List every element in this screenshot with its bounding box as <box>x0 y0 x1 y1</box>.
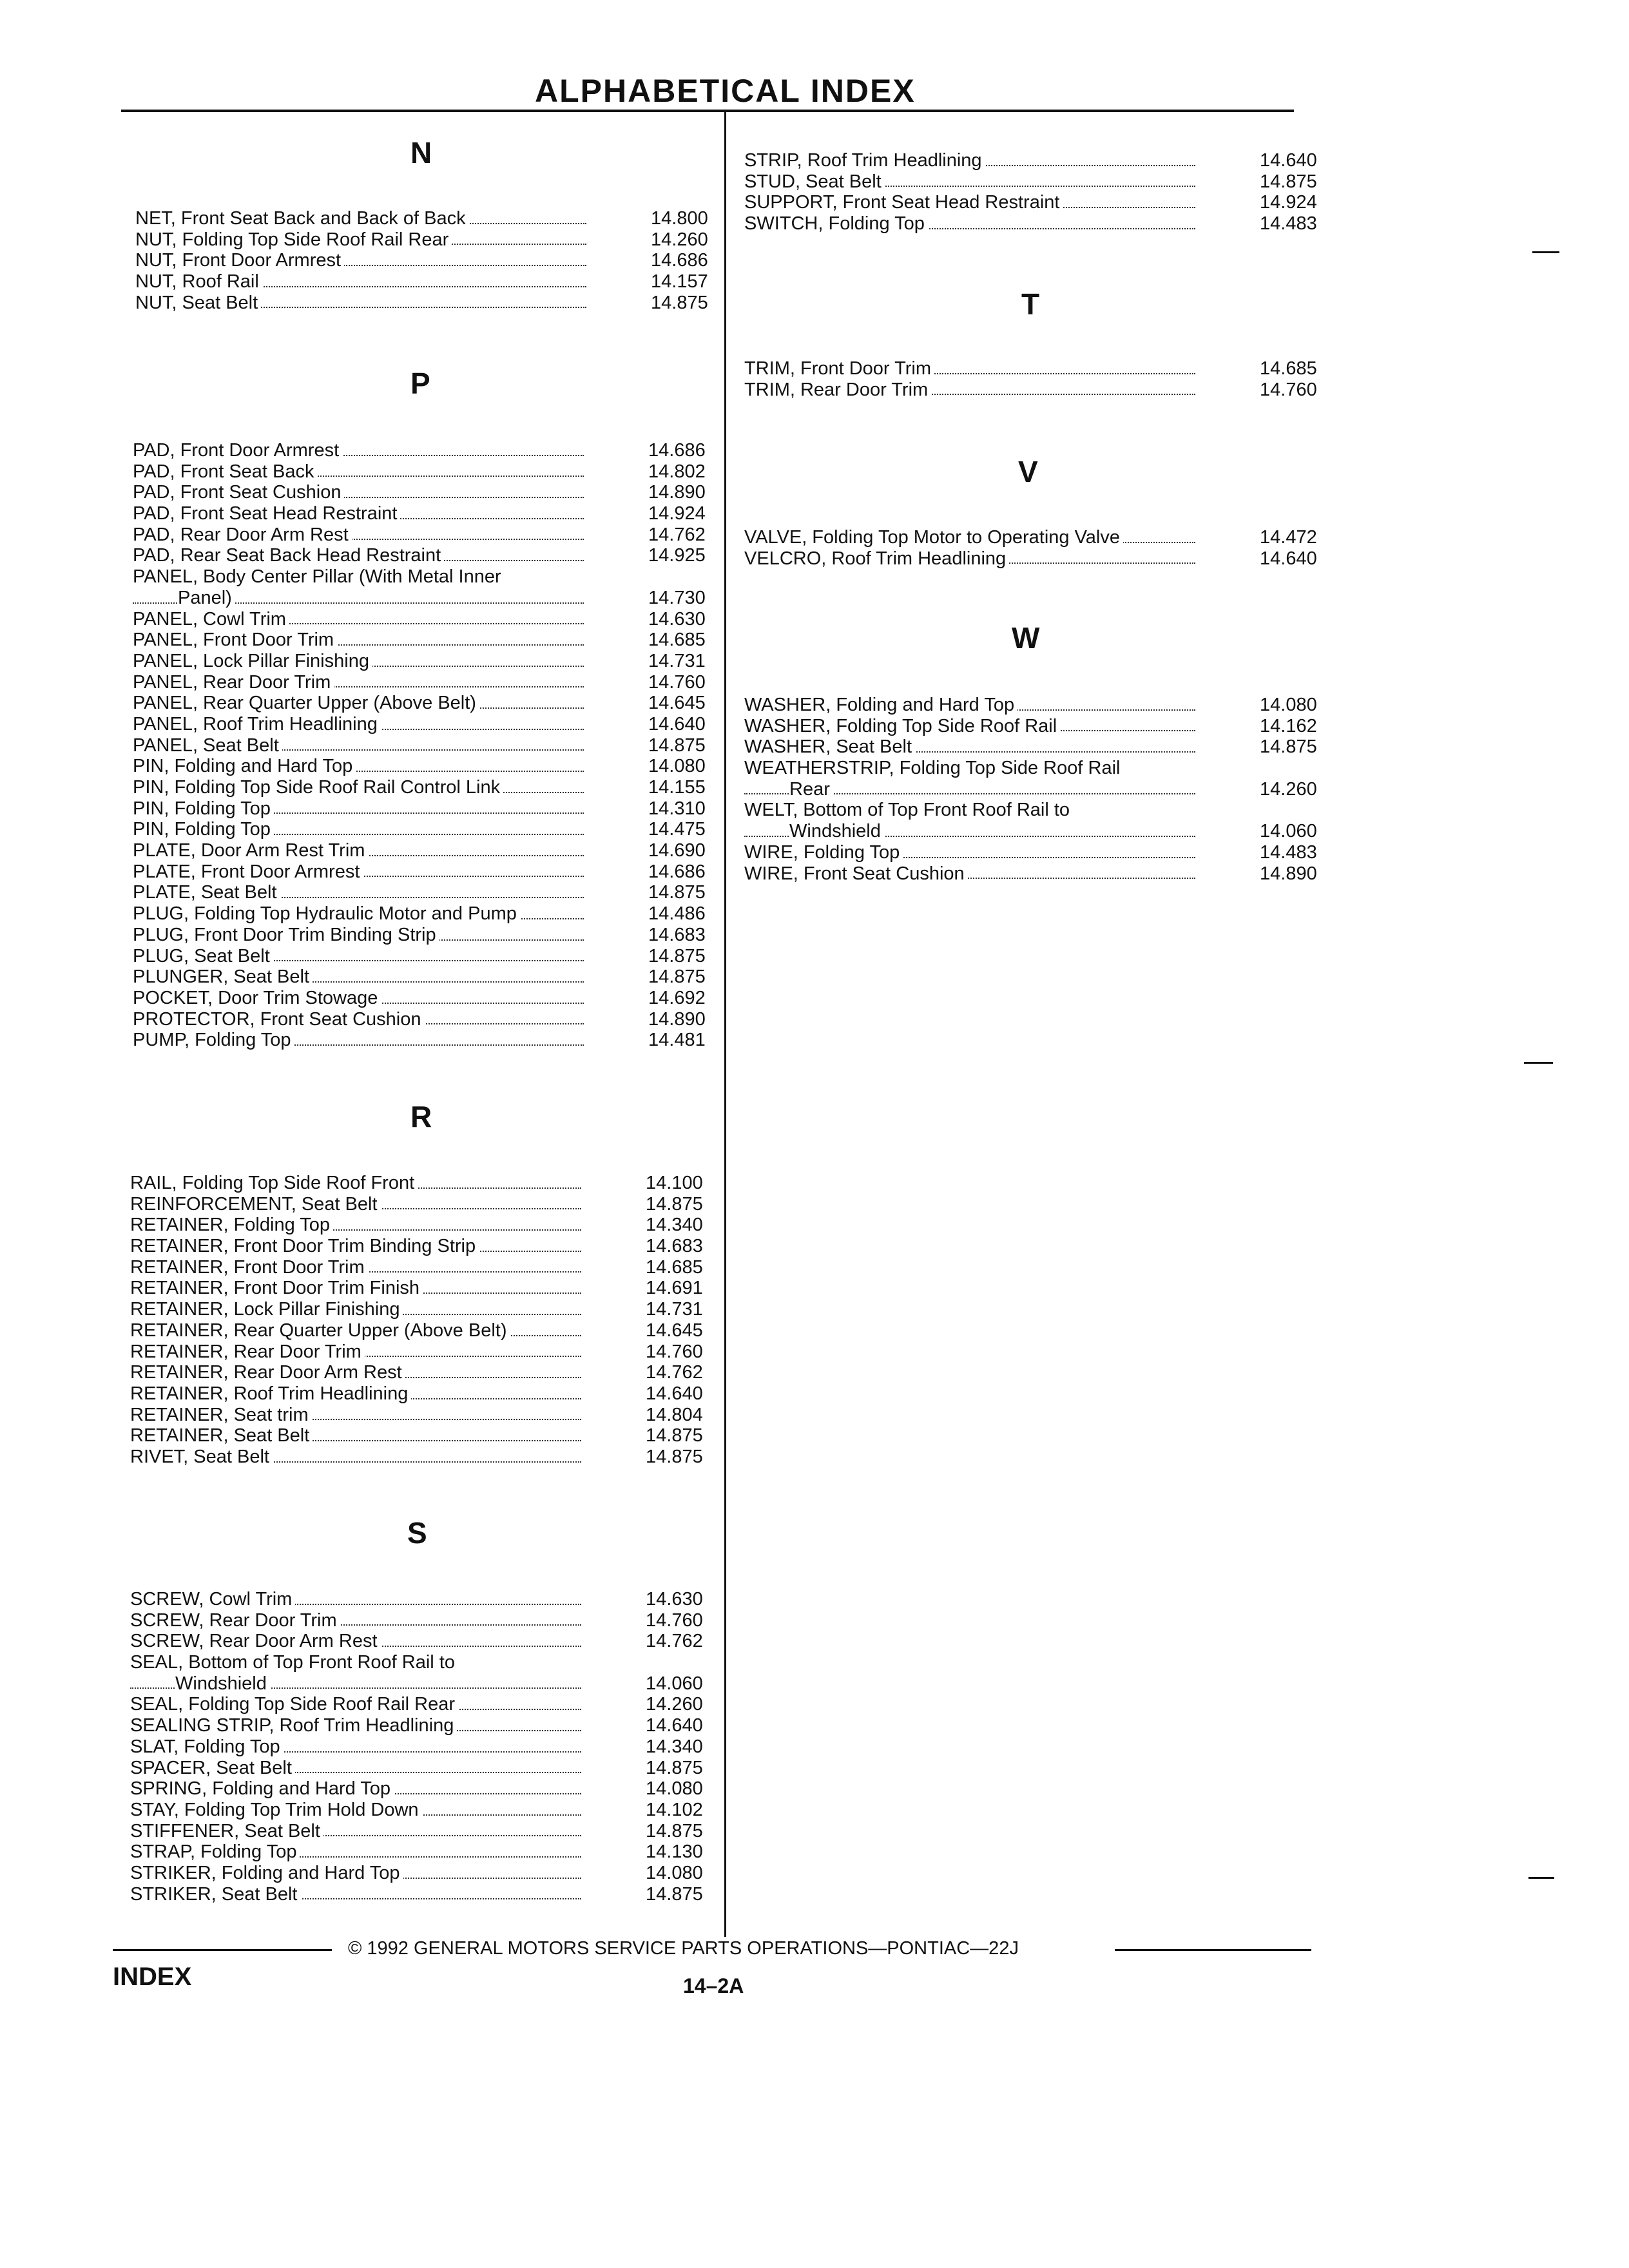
entry-page-number: 14.760 <box>646 1610 703 1631</box>
entry-description: SWITCH, Folding Top <box>744 213 928 235</box>
entry-page-number: 14.875 <box>648 966 706 988</box>
entry-description: STRIKER, Folding and Hard Top <box>130 1863 403 1884</box>
entry-description: WEATHERSTRIP, Folding Top Side Roof Rail <box>744 758 1121 779</box>
entry-description: PANEL, Seat Belt <box>133 735 282 756</box>
section-letter-n: N <box>410 136 432 169</box>
entry-page-number: 14.472 <box>1260 527 1317 548</box>
entry-page-number: 14.875 <box>651 292 708 313</box>
entry-description: STRAP, Folding Top <box>130 1841 300 1863</box>
entry-page-number: 14.102 <box>646 1799 703 1820</box>
entry-description: PAD, Front Door Armrest <box>133 440 342 461</box>
entry-page-number: 14.730 <box>648 587 706 608</box>
copyright-footer: © 1992 GENERAL MOTORS SERVICE PARTS OPERATIONS—PONTIAC—22J <box>348 1938 1019 1959</box>
entry-page-number: 14.731 <box>646 1299 703 1320</box>
footer-section-label: INDEX <box>113 1963 192 1991</box>
entry-description: PANEL, Body Center Pillar (With Metal Inner <box>133 566 501 588</box>
entry-page-number: 14.080 <box>1260 695 1317 715</box>
entry-page-number: 14.804 <box>646 1404 703 1425</box>
entry-description: RETAINER, Lock Pillar Finishing <box>130 1299 403 1320</box>
entry-page-number: 14.683 <box>648 924 706 945</box>
entry-page-number: 14.340 <box>646 1215 703 1236</box>
entry-page-number: 14.483 <box>1260 213 1317 235</box>
entry-page-number: 14.691 <box>646 1278 703 1299</box>
entry-description: WELT, Bottom of Top Front Roof Rail to <box>744 800 1070 821</box>
entry-page-number: 14.260 <box>1260 778 1317 800</box>
entry-page-number: 14.157 <box>651 271 708 293</box>
entry-description: PANEL, Cowl Trim <box>133 609 289 630</box>
entry-page-number: 14.475 <box>648 819 706 840</box>
entry-page-number: 14.310 <box>648 798 706 819</box>
entry-description: PLATE, Seat Belt <box>133 882 280 903</box>
entry-page-number: 14.800 <box>651 208 708 229</box>
entry-description: NUT, Seat Belt <box>135 293 261 314</box>
entry-description: STRIKER, Seat Belt <box>130 1884 301 1905</box>
entry-page-number: 14.875 <box>646 1193 703 1215</box>
entry-description: PIN, Folding Top Side Roof Rail Control Link <box>133 777 503 798</box>
entry-page-number: 14.130 <box>646 1841 703 1863</box>
entry-description: PAD, Rear Seat Back Head Restraint <box>133 545 444 566</box>
entry-description: NET, Front Seat Back and Back of Back <box>135 208 469 229</box>
margin-mark <box>1528 1877 1554 1879</box>
entry-description: STIFFENER, Seat Belt <box>130 1821 323 1842</box>
entry-description: STRIP, Roof Trim Headlining <box>744 150 985 171</box>
entry-description: RETAINER, Rear Quarter Upper (Above Belt) <box>130 1320 510 1341</box>
entry-description: NUT, Folding Top Side Roof Rail Rear <box>135 229 452 251</box>
entry-description: PAD, Front Seat Cushion <box>133 482 344 503</box>
entry-page-number: 14.802 <box>648 461 706 482</box>
entry-description: Panel) <box>178 588 235 609</box>
entry-description: Windshield <box>175 1673 270 1695</box>
section-letter-v: V <box>1018 455 1038 488</box>
entry-description: VALVE, Folding Top Motor to Operating Valve <box>744 527 1123 548</box>
entry-description: SCREW, Rear Door Trim <box>130 1610 340 1631</box>
entry-page-number: 14.155 <box>648 777 706 798</box>
entry-description: PANEL, Rear Quarter Upper (Above Belt) <box>133 693 479 714</box>
entry-description: SUPPORT, Front Seat Head Restraint <box>744 192 1063 213</box>
entry-page-number: 14.762 <box>646 1631 703 1652</box>
entry-page-number: 14.260 <box>651 229 708 250</box>
entry-description: PLATE, Front Door Armrest <box>133 861 363 883</box>
entry-description: SEAL, Bottom of Top Front Roof Rail to <box>130 1652 455 1673</box>
entry-description: PANEL, Front Door Trim <box>133 629 337 651</box>
entry-page-number: 14.640 <box>1260 150 1317 171</box>
entry-description: RETAINER, Rear Door Arm Rest <box>130 1362 405 1383</box>
entry-page-number: 14.875 <box>1260 171 1317 192</box>
entry-description: NUT, Roof Rail <box>135 271 262 293</box>
entry-description: PANEL, Lock Pillar Finishing <box>133 651 372 672</box>
entry-description: PANEL, Rear Door Trim <box>133 672 334 693</box>
entry-description: PLUNGER, Seat Belt <box>133 966 313 988</box>
entry-description: SCREW, Cowl Trim <box>130 1589 295 1610</box>
entry-description: Rear <box>789 779 833 800</box>
page-title: ALPHABETICAL INDEX <box>535 73 916 109</box>
entry-description: TRIM, Rear Door Trim <box>744 380 931 401</box>
entry-description: RETAINER, Roof Trim Headlining <box>130 1383 411 1405</box>
entry-description: PANEL, Roof Trim Headlining <box>133 714 381 735</box>
entry-page-number: 14.162 <box>1260 715 1317 736</box>
margin-mark <box>1532 251 1559 253</box>
page-number: 14–2A <box>683 1974 744 1997</box>
entry-page-number: 14.685 <box>646 1256 703 1278</box>
entry-description: SEALING STRIP, Roof Trim Headlining <box>130 1715 457 1736</box>
entry-description: REINFORCEMENT, Seat Belt <box>130 1194 381 1215</box>
entry-page-number: 14.875 <box>648 945 706 966</box>
entry-page-number: 14.875 <box>646 1820 703 1841</box>
entry-description: VELCRO, Roof Trim Headlining <box>744 548 1009 570</box>
entry-page-number: 14.060 <box>1260 821 1317 842</box>
entry-page-number: 14.645 <box>646 1320 703 1341</box>
entry-page-number: 14.260 <box>646 1694 703 1715</box>
entry-description: RETAINER, Front Door Trim <box>130 1257 368 1278</box>
entry-page-number: 14.890 <box>648 1008 706 1030</box>
entry-page-number: 14.731 <box>648 650 706 671</box>
entry-description: PIN, Folding and Hard Top <box>133 756 356 777</box>
entry-description: PLATE, Door Arm Rest Trim <box>133 840 368 861</box>
entry-description: STAY, Folding Top Trim Hold Down <box>130 1800 422 1821</box>
entry-page-number: 14.645 <box>648 693 706 714</box>
entry-page-number: 14.875 <box>648 882 706 903</box>
entry-description: PAD, Front Seat Head Restraint <box>133 503 400 524</box>
entry-page-number: 14.686 <box>651 250 708 271</box>
entry-description: WASHER, Folding Top Side Roof Rail <box>744 716 1060 737</box>
entry-page-number: 14.100 <box>646 1173 703 1193</box>
title-rule <box>121 110 1294 112</box>
entry-page-number: 14.481 <box>648 1030 706 1051</box>
entry-description: STUD, Seat Belt <box>744 171 885 193</box>
entry-page-number: 14.080 <box>646 1778 703 1800</box>
entry-page-number: 14.060 <box>646 1673 703 1694</box>
section-letter-r: R <box>410 1100 432 1133</box>
entry-description: PIN, Folding Top <box>133 819 274 840</box>
entry-description: RETAINER, Front Door Trim Finish <box>130 1278 423 1299</box>
entry-description: PAD, Rear Door Arm Rest <box>133 524 352 546</box>
entry-description: TRIM, Front Door Trim <box>744 358 934 380</box>
footer-rule-left <box>113 1949 332 1951</box>
entry-description: WIRE, Folding Top <box>744 842 903 863</box>
entry-description: PLUG, Folding Top Hydraulic Motor and Pump <box>133 903 520 925</box>
section-letter-t: T <box>1021 287 1040 321</box>
entry-page-number: 14.760 <box>1260 379 1317 400</box>
entry-description: NUT, Front Door Armrest <box>135 250 344 271</box>
footer-rule-right <box>1115 1949 1311 1951</box>
entry-page-number: 14.760 <box>648 671 706 693</box>
entry-page-number: 14.686 <box>648 440 706 461</box>
entry-description: RETAINER, Seat trim <box>130 1405 312 1426</box>
entry-description: SLAT, Folding Top <box>130 1736 284 1758</box>
entry-description: PAD, Front Seat Back <box>133 461 318 483</box>
entry-description: SPRING, Folding and Hard Top <box>130 1778 394 1800</box>
entry-page-number: 14.692 <box>648 987 706 1008</box>
entry-page-number: 14.690 <box>648 840 706 861</box>
entry-page-number: 14.875 <box>1260 736 1317 758</box>
entry-page-number: 14.486 <box>648 903 706 925</box>
column-divider <box>724 112 726 1937</box>
entry-description: SEAL, Folding Top Side Roof Rail Rear <box>130 1694 458 1715</box>
entry-page-number: 14.890 <box>648 482 706 503</box>
entry-page-number: 14.686 <box>648 861 706 882</box>
entry-page-number: 14.080 <box>648 756 706 777</box>
entry-description: PIN, Folding Top <box>133 798 274 820</box>
entry-page-number: 14.080 <box>646 1862 703 1883</box>
entry-page-number: 14.890 <box>1260 863 1317 884</box>
margin-mark <box>1524 1062 1553 1064</box>
entry-page-number: 14.630 <box>648 608 706 629</box>
entry-description: Windshield <box>789 821 884 842</box>
entry-description: RAIL, Folding Top Side Roof Front <box>130 1173 418 1194</box>
entry-page-number: 14.640 <box>1260 548 1317 569</box>
section-letter-w: W <box>1012 621 1040 655</box>
entry-description: WASHER, Seat Belt <box>744 736 915 758</box>
entry-description: SCREW, Rear Door Arm Rest <box>130 1631 381 1652</box>
entry-description: RETAINER, Rear Door Trim <box>130 1341 365 1363</box>
section-letter-s: S <box>407 1516 427 1550</box>
entry-description: PUMP, Folding Top <box>133 1030 294 1051</box>
entry-description: RETAINER, Folding Top <box>130 1215 333 1236</box>
entry-description: SPACER, Seat Belt <box>130 1758 295 1779</box>
entry-page-number: 14.875 <box>646 1446 703 1467</box>
entry-page-number: 14.875 <box>648 735 706 756</box>
entry-page-number: 14.762 <box>646 1362 703 1383</box>
entry-page-number: 14.924 <box>648 503 706 524</box>
entry-page-number: 14.630 <box>646 1589 703 1610</box>
entry-description: RETAINER, Front Door Trim Binding Strip <box>130 1236 479 1257</box>
entry-description: PROTECTOR, Front Seat Cushion <box>133 1009 425 1030</box>
entry-page-number: 14.875 <box>646 1425 703 1446</box>
entry-page-number: 14.683 <box>646 1236 703 1257</box>
entry-page-number: 14.875 <box>646 1757 703 1778</box>
entry-description: PLUG, Seat Belt <box>133 946 273 967</box>
entry-page-number: 14.640 <box>648 713 706 735</box>
entry-description: PLUG, Front Door Trim Binding Strip <box>133 925 439 946</box>
entry-page-number: 14.685 <box>648 629 706 651</box>
entry-page-number: 14.760 <box>646 1341 703 1362</box>
entry-page-number: 14.925 <box>648 545 706 566</box>
entry-description: RETAINER, Seat Belt <box>130 1425 313 1446</box>
entry-page-number: 14.340 <box>646 1736 703 1757</box>
entry-page-number: 14.685 <box>1260 358 1317 379</box>
entry-page-number: 14.924 <box>1260 192 1317 213</box>
entry-page-number: 14.762 <box>648 524 706 545</box>
entry-description: WASHER, Folding and Hard Top <box>744 695 1017 716</box>
entry-page-number: 14.640 <box>646 1383 703 1404</box>
entry-description: RIVET, Seat Belt <box>130 1446 273 1468</box>
entry-description: WIRE, Front Seat Cushion <box>744 863 968 885</box>
entry-page-number: 14.483 <box>1260 841 1317 863</box>
section-letter-p: P <box>410 367 430 400</box>
entry-page-number: 14.875 <box>646 1883 703 1905</box>
entry-description: POCKET, Door Trim Stowage <box>133 988 381 1009</box>
entry-page-number: 14.640 <box>646 1715 703 1736</box>
